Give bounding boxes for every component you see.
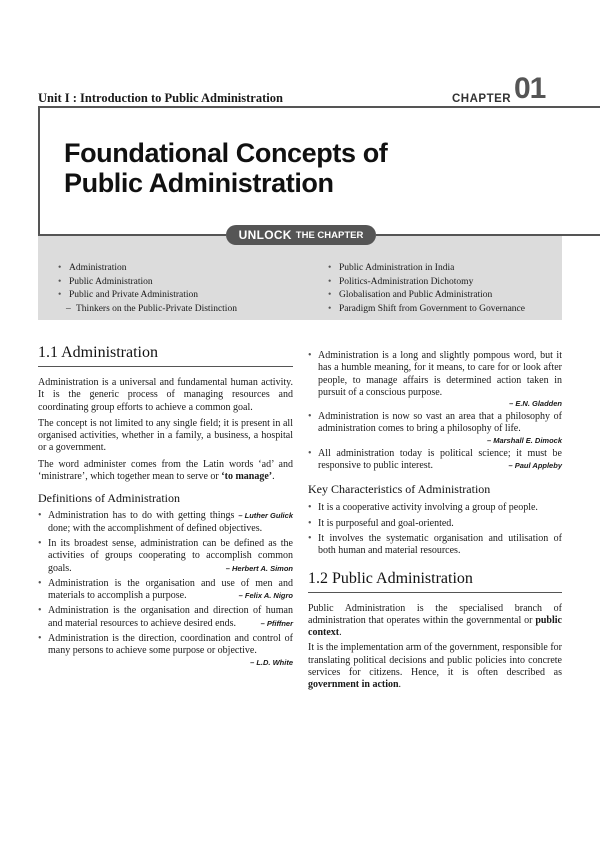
unlock-chapter-badge <box>226 225 376 245</box>
chapter-title-line2: Public Administration <box>64 168 334 199</box>
definitions-heading: Definitions of Administration <box>38 491 180 506</box>
title-frame-left <box>38 108 40 236</box>
quote-author: – Paul Appleby <box>508 461 562 471</box>
right-column <box>308 350 562 692</box>
unlock-subitem: – Thinkers on the Public-Private Distinction <box>58 303 237 317</box>
unlock-left-column <box>58 262 237 316</box>
section-rule <box>308 592 562 593</box>
chapter-number: 01 <box>514 72 546 105</box>
quote-author: – Herbert A. Simon <box>225 563 293 573</box>
emphasis-text: public context <box>308 614 562 639</box>
paragraph: Public Administration is the specialised branch of administration that operates within the governmental or public context. <box>308 602 562 639</box>
unlock-item: • Politics-Administration Dichotomy <box>328 276 525 290</box>
definition-item: • Administration is the organisation and use of men and materials to accomplish a purpose. – Felix A. Nigro <box>38 578 293 603</box>
unit-title: Unit I : Introduction to Public Administration <box>38 91 283 105</box>
quote-item: • Administration is now so vast an area that a philosophy of administration comes to bring a philosophy of life. <box>308 411 562 436</box>
paragraph: The concept is not limited to any single field; it is present in all organised activities, whether in a family, a business, a hospital or a government. <box>38 417 293 454</box>
chapter-title <box>64 138 544 198</box>
definition-item: • In its broadest sense, administration can be defined as the activities of groups cooperating to accomplish common goals. – Herbert A. Simon <box>38 538 293 575</box>
unlock-item: • Globalisation and Public Administration <box>328 289 525 303</box>
quote-author: – Pfiffner <box>260 618 293 628</box>
unlock-item: • Administration <box>58 262 237 276</box>
paragraph: The word administer comes from the Latin words ‘ad’ and ‘ministrare’, which together mean to serve or ‘to manage’. <box>38 458 293 483</box>
chapter-label: CHAPTER <box>452 93 512 105</box>
quote-item: • All administration today is political science; it must be responsive to public interest. – Paul Appleby <box>308 448 562 473</box>
definition-item: • Administration is the direction, coordination and control of many persons to achieve some purpose or objective. <box>38 633 293 658</box>
quote-author: – L.D. White <box>250 657 293 667</box>
quote-author: – Felix A. Nigro <box>238 591 293 601</box>
definition-item: • – Luther Gulick Administration has to do with getting things done; with the accomplishment of defined objectives. <box>38 510 293 535</box>
section-heading-1-2: 1.2 Public Administration <box>308 569 473 587</box>
unlock-o-icon: U <box>238 228 248 242</box>
unlock-item: • Public Administration <box>58 276 237 290</box>
header-rule <box>38 106 600 108</box>
section-heading-1-1: 1.1 Administration <box>38 344 158 361</box>
key-characteristics-heading: Key Characteristics of Administration <box>308 482 491 497</box>
quote-author: – E.N. Gladden <box>509 399 562 409</box>
quote-item: • Administration is a long and slightly pompous word, but it has a humble meaning, for it means, to care for or look after people, to manage affairs is determined action taken in pursuit of a conscious purpose. <box>308 350 562 399</box>
chapter-title-line1: Foundational Concepts of <box>64 138 388 168</box>
section-rule <box>38 366 293 367</box>
emphasis-text: government in action <box>308 679 399 691</box>
unlock-item: • Paradigm Shift from Government to Governance <box>328 303 525 317</box>
paragraph: Administration is a universal and fundamental human activity. It is the generic process of managing resources and coordinating group efforts to achieve a common goal. <box>38 377 293 413</box>
characteristic-item: • It is a cooperative activity involving a group of people. <box>308 502 562 514</box>
emphasis-text: ‘to manage’ <box>221 471 273 483</box>
unlock-logo: UNLOCK <box>238 228 292 242</box>
left-column <box>38 344 293 668</box>
characteristic-item: • It is purposeful and goal-oriented. <box>308 518 562 530</box>
unlock-item: • Public Administration in India <box>328 262 525 276</box>
unlock-subtitle: THE CHAPTER <box>295 229 364 241</box>
unlock-chapter-box <box>38 236 562 320</box>
paragraph: It is the implementation arm of the government, responsible for translating political decisions and public policies into concrete services for citizens. Hence, it is often described as government in action. <box>308 642 562 691</box>
unlock-item: • Public and Private Administration <box>58 289 237 303</box>
unlock-right-column <box>328 262 525 316</box>
characteristic-item: • It involves the systematic organisation and utilisation of both human and material resources. <box>308 533 562 558</box>
quote-author: – Marshall E. Dimock <box>486 435 562 445</box>
quote-author: • – Luther Gulick <box>238 511 293 521</box>
definition-item: • Administration is the organisation and direction of human and material resources to achieve desired ends. – Pfiffner <box>38 605 293 630</box>
